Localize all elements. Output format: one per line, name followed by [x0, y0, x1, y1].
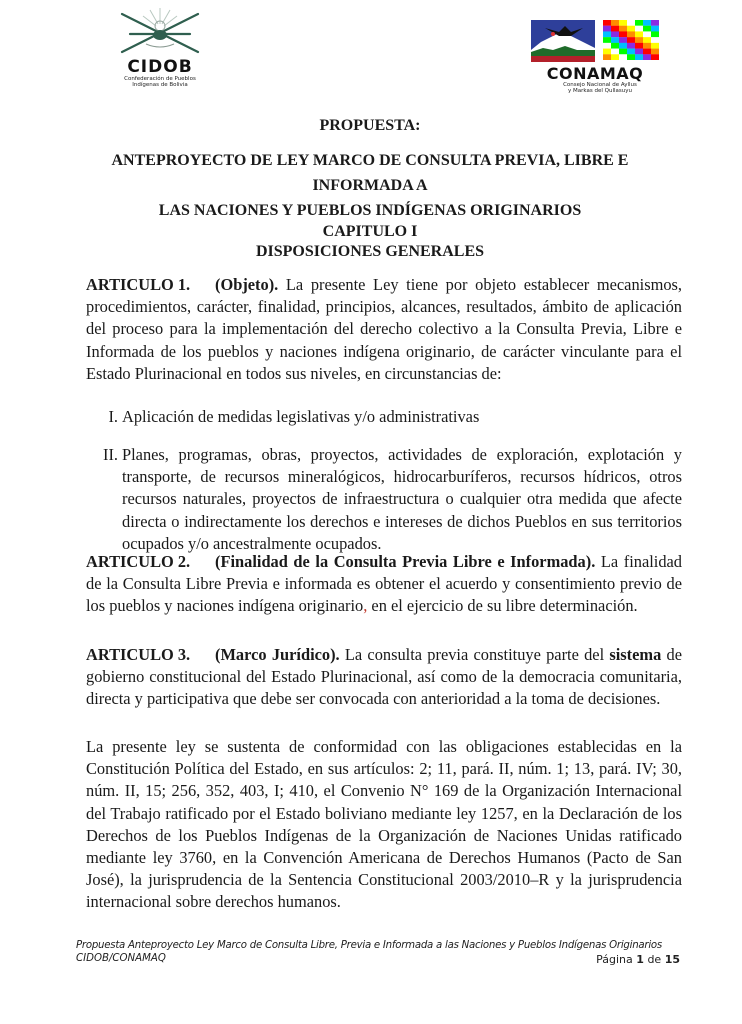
wiphala-square [651, 26, 659, 32]
wiphala-square [627, 43, 635, 49]
list-item-number: I. [108, 407, 118, 426]
document-label: PROPUESTA: [319, 117, 421, 134]
wiphala-square [643, 20, 651, 26]
chapter-title: DISPOSICIONES GENERALES [255, 243, 485, 260]
article-2-title: (Finalidad de la Consulta Previa Libre e Informada). [215, 552, 596, 571]
wiphala-square [643, 37, 651, 43]
cidob-subtitle [108, 76, 212, 88]
wiphala-square [643, 54, 651, 60]
wiphala-square [619, 54, 627, 60]
conamaq-subtitle [545, 82, 655, 94]
conamaq-logo [525, 14, 665, 94]
wiphala-square [603, 20, 611, 26]
wiphala-square [627, 49, 635, 55]
list-item-text: Planes, programas, obras, proyectos, actividades de exploración, explotación y transporte, de recursos mineralógicos, hidrocarburíferos, recursos hídricos, otros recursos naturales, proyectos de infraestructura o cualquier otra medida que afecte directa o indirectamente los derechos e intereses de dichos Pueblos en sus territorios ocupados y/o ancestralmente ocupados. [122, 445, 682, 553]
wiphala-square [611, 54, 619, 60]
article-1 [86, 274, 682, 385]
wiphala-square [643, 31, 651, 37]
cidob-subtitle-line2: Indígenas de Bolivia [132, 82, 188, 88]
conamaq-mountain-condor-icon [531, 20, 595, 62]
wiphala-square [603, 26, 611, 32]
wiphala-square [603, 31, 611, 37]
wiphala-square [619, 43, 627, 49]
wiphala-square [619, 37, 627, 43]
wiphala-square [643, 26, 651, 32]
wiphala-square [611, 43, 619, 49]
article-3-bold-word: sistema [609, 645, 662, 664]
page-current: 1 [636, 953, 644, 966]
article-2-comma: , [363, 596, 368, 616]
article-1-number: ARTICULO 1. [86, 275, 191, 294]
wiphala-square [627, 26, 635, 32]
page-number [596, 953, 680, 966]
article-1-title: (Objeto). [215, 275, 279, 294]
wiphala-square [651, 43, 659, 49]
wiphala-square [627, 54, 635, 60]
wiphala-square [611, 20, 619, 26]
wiphala-square [635, 26, 643, 32]
cidob-emblem-icon [110, 4, 210, 56]
wiphala-square [635, 54, 643, 60]
list-item-text: Aplicación de medidas legislativas y/o administrativas [122, 407, 480, 426]
wiphala-square [611, 49, 619, 55]
article-3-title: (Marco Jurídico). [215, 645, 340, 664]
cidob-name: CIDOB [127, 57, 193, 77]
wiphala-square [603, 43, 611, 49]
wiphala-square [627, 37, 635, 43]
wiphala-square [603, 37, 611, 43]
wiphala-square [635, 43, 643, 49]
conamaq-subtitle-line1: Consejo Nacional de Ayllus [563, 82, 637, 88]
chapter-heading [60, 222, 680, 262]
page-total: 15 [664, 953, 680, 966]
wiphala-square [619, 20, 627, 26]
article-3-paragraph-2: La presente ley se sustenta de conformidad con las obligaciones establecidas en la Constitución Política del Estado, en sus artículos: 2; 11, pará. II, núm. 1; 13, pará. IV; 30, núm. II, 15; 256, 352, 403, I; 410, el Convenio N° 169 de la Organización Internacional del Trabajo ratificado por el Estado boliviano mediante ley 1257, en la Declaración de los Derechos de los Pueblos Indígenas de la Organización de Naciones Unidas ratificado mediante ley 3760, en la Convención Americana de Derechos Humanos (Pacto de San José), la jurisprudencia de la Sentencia Constitucional 2003/2010–R y la jurisprudencia internacional sobre derechos humanos. [86, 737, 682, 912]
list-item-number: II. [102, 445, 118, 464]
wiphala-square [619, 31, 627, 37]
article-2 [86, 551, 682, 618]
article-3-text-part1: La consulta previa constituye parte del [339, 645, 610, 664]
wiphala-square [611, 26, 619, 32]
document-title-line1: ANTEPROYECTO DE LEY MARCO DE CONSULTA PREVIA, LIBRE E INFORMADA A [111, 152, 629, 194]
article-1-text: La presente Ley tiene por objeto establecer mecanismos, procedimientos, carácter, finalidad, principios, alcances, resultados, ámbito de aplicación del proceso para la implementación del derecho colectivo a la Consulta Previa, Libre e Informada de los pueblos y naciones indígena originario, de carácter vinculante para el Estado Plurinacional en todos sus niveles, en circunstancias de: [86, 275, 682, 383]
page-footer [76, 940, 680, 967]
article-3-text-part2: de gobierno constitucional del Estado Plurinacional, así como de la democracia comunitaria, directa y participativa que debe ser convocada con anterioridad a la toma de decisiones. [86, 645, 682, 709]
article-2-number: ARTICULO 2. [86, 552, 191, 571]
wiphala-square [627, 20, 635, 26]
wiphala-square [635, 20, 643, 26]
wiphala-square [651, 37, 659, 43]
document-title [60, 148, 680, 223]
wiphala-square [603, 54, 611, 60]
article-2-text-part1: La finalidad de la Consulta Libre Previa e informada es obtener el acuerdo y consentimiento previo de los pueblos y naciones indígena originario [86, 552, 682, 616]
document-title-line2: LAS NACIONES Y PUEBLOS INDÍGENAS ORIGINARIOS [158, 202, 582, 219]
wiphala-square [635, 37, 643, 43]
wiphala-square [603, 49, 611, 55]
page-of: de [647, 953, 662, 966]
wiphala-square [651, 54, 659, 60]
wiphala-square [651, 20, 659, 26]
article-3 [86, 644, 682, 711]
cidob-subtitle-line1: Confederación de Pueblos [124, 76, 196, 82]
footer-description: Propuesta Anteproyecto Ley Marco de Consulta Libre, Previa e Informada a las Naciones y Pueblos Indígenas Originarios [76, 940, 662, 951]
chapter-number: CAPITULO I [322, 223, 418, 240]
wiphala-square [643, 43, 651, 49]
conamaq-subtitle-line2: y Markas del Qullasuyu [568, 88, 632, 94]
page-label: Página [596, 953, 633, 966]
cidob-logo [98, 4, 218, 86]
article-2-text-part2: en el ejercicio de su libre determinación. [367, 596, 638, 616]
wiphala-square [611, 37, 619, 43]
wiphala-square [651, 49, 659, 55]
wiphala-square [635, 49, 643, 55]
wiphala-square [611, 31, 619, 37]
wiphala-square [643, 49, 651, 55]
wiphala-square [635, 31, 643, 37]
wiphala-square [619, 26, 627, 32]
wiphala-flag-icon [603, 20, 659, 60]
article-3-number: ARTICULO 3. [86, 645, 191, 664]
wiphala-square [627, 31, 635, 37]
wiphala-square [619, 49, 627, 55]
footer-organization: CIDOB/CONAMAQ [76, 953, 166, 964]
conamaq-name: CONAMAQ [546, 64, 644, 83]
wiphala-square [651, 31, 659, 37]
